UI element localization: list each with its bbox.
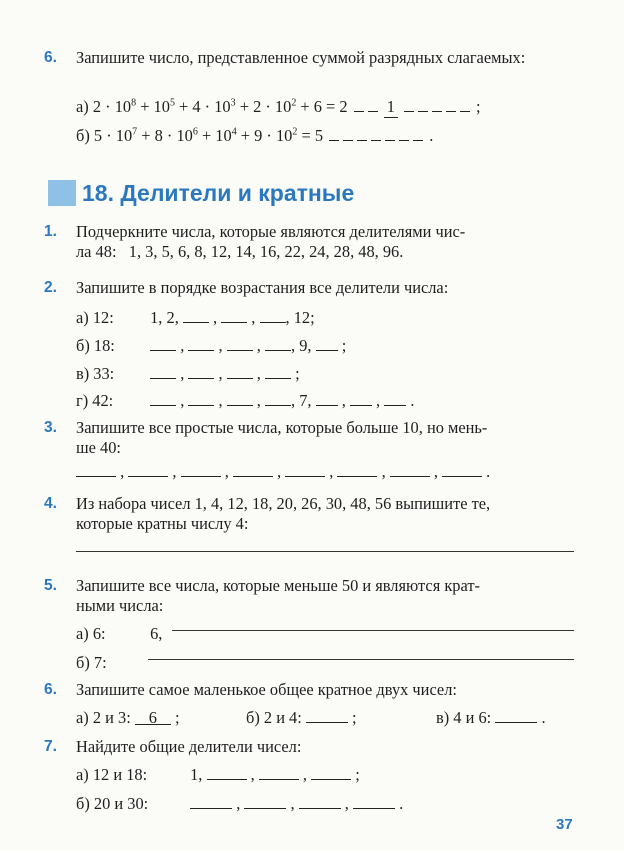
answer-blank[interactable] <box>299 794 341 809</box>
given-values: , 9, <box>291 336 312 355</box>
punctuation: . <box>399 794 404 813</box>
heading-bar-marker <box>48 180 76 206</box>
item-label: а) 12 и 18: <box>76 765 148 784</box>
answer-blank[interactable] <box>227 336 253 351</box>
item-label: б) 18: <box>76 336 115 355</box>
task-text-line: Подчеркните числа, которые являются делителями чис- <box>76 222 466 241</box>
punctuation: . <box>410 391 415 410</box>
answer-line[interactable] <box>172 630 574 631</box>
item-label: в) 33: <box>76 364 115 383</box>
task-number: 7. <box>44 738 57 755</box>
task-3 <box>44 418 576 458</box>
answer-blank[interactable] <box>188 391 214 406</box>
answer-blank[interactable] <box>260 308 286 323</box>
task-3-answers: , , , , , , , . <box>76 462 490 482</box>
given-values: , 7, <box>291 391 312 410</box>
task-number: 1. <box>44 223 57 240</box>
answer-blank[interactable] <box>285 462 325 477</box>
prev-task-6-b: б) $5 \cdot 10^7 + 8 \cdot 10^6 + 10^4 + 9 \cdot 10^2 = 5$ . <box>76 126 434 145</box>
task-5 <box>44 576 576 616</box>
task-text-line: Запишите все простые числа, которые больше 10, но мень- <box>76 418 488 437</box>
task-6-a <box>76 708 180 728</box>
task-5-b <box>76 653 107 673</box>
punctuation: ; <box>295 364 300 383</box>
section-heading <box>48 176 354 210</box>
item-label: б) 2 и 4: <box>246 708 302 727</box>
punctuation: ; <box>174 708 180 727</box>
task-7 <box>44 737 576 757</box>
section-title: 18. Делители и кратные <box>82 179 355 206</box>
answer-blank[interactable] <box>188 336 214 351</box>
answer-blank[interactable] <box>265 364 291 379</box>
given-values: 6, <box>150 624 163 643</box>
answer-blank[interactable] <box>350 391 372 406</box>
task-text-line: Из набора чисел 1, 4, 12, 18, 20, 26, 30, 48, 56 выпишите те, <box>76 494 491 513</box>
task-2-c: в) 33: , , , ; <box>76 364 300 383</box>
task-text: Найдите общие делители чисел: <box>76 737 302 756</box>
answer-blank[interactable] <box>181 462 221 477</box>
punctuation: ; <box>352 708 357 727</box>
answer-blank[interactable] <box>495 708 537 723</box>
answer-blank[interactable] <box>188 364 214 379</box>
answer-line[interactable] <box>148 659 574 660</box>
task-5-a <box>76 624 162 644</box>
task-2 <box>44 278 576 298</box>
task-text-line: ше 40: <box>76 438 121 457</box>
answer-blank[interactable] <box>183 308 209 323</box>
answer-digit[interactable]: 1 <box>384 97 398 118</box>
task-text-line: ла 48: 1, 3, 5, 6, 8, 12, 14, 16, 22, 24, 28, 48, 96. <box>76 242 404 261</box>
prev-task-6 <box>44 48 576 68</box>
task-2-b: б) 18: , , , , 9, ; <box>76 336 347 355</box>
punctuation: . <box>541 708 546 727</box>
page-number: 37 <box>556 816 573 833</box>
item-label: в) 4 и 6: <box>436 708 492 727</box>
answer-blank[interactable] <box>244 794 286 809</box>
answer-blank[interactable] <box>76 462 116 477</box>
task-number: 2. <box>44 279 57 296</box>
answer-line[interactable] <box>76 551 574 552</box>
given-values: 1, 2, <box>150 308 179 327</box>
task-1 <box>44 222 576 262</box>
item-label: а) 6: <box>76 624 106 643</box>
answer-blank[interactable] <box>316 391 338 406</box>
answer-blank[interactable] <box>150 336 176 351</box>
punctuation: ; <box>341 336 347 355</box>
prev-task-6-a: а) $2 \cdot 10^8 + 10^5 + 4 \cdot 10^3 + 2 \cdot 10^2 + 6 = 2$ 1 ; <box>76 97 481 116</box>
task-number: 4. <box>44 495 57 512</box>
task-text: Запишите самое маленькое общее кратное двух чисел: <box>76 680 457 699</box>
answer-blank[interactable] <box>207 765 247 780</box>
item-label: б) 7: <box>76 653 107 672</box>
expression: $2 \cdot 10^8 + 10^5 + 4 \cdot 10^3 + 2 \cdot 10^2 + 6 = 2$ <box>92 97 348 116</box>
item-label: а) <box>76 97 89 116</box>
given-values: 1, <box>190 765 203 784</box>
task-text-line: которые кратны числу 4: <box>76 514 249 533</box>
given-values: , 12; <box>285 308 315 327</box>
answer-blank[interactable] <box>316 336 338 351</box>
task-number: 5. <box>44 577 57 594</box>
task-text: Запишите число, представленное суммой разрядных слагаемых: <box>76 48 526 67</box>
task-number: 6. <box>44 49 57 66</box>
task-text: Запишите в порядке возрастания все делители числа: <box>76 278 449 297</box>
task-6-c <box>436 708 546 728</box>
answer-blank[interactable] <box>227 364 253 379</box>
answer-blank[interactable] <box>306 708 348 723</box>
item-label: б) <box>76 126 90 145</box>
answer-blank[interactable] <box>221 308 247 323</box>
task-number: 3. <box>44 419 57 436</box>
answer-blank[interactable] <box>227 391 253 406</box>
task-text-line: ными числа: <box>76 596 164 615</box>
item-label: г) 42: <box>76 391 114 410</box>
answer-blank[interactable] <box>150 391 176 406</box>
answer-blank[interactable] <box>259 765 299 780</box>
answer-blank[interactable] <box>353 794 395 809</box>
task-2-a: а) 12: 1, 2, , , , 12; <box>76 308 315 327</box>
expression: $5 \cdot 10^7 + 8 \cdot 10^6 + 10^4 + 9 \cdot 10^2 = 5$ <box>93 126 324 145</box>
answer-blank[interactable] <box>190 794 232 809</box>
task-6 <box>44 680 576 700</box>
task-4 <box>44 494 576 534</box>
answer-blank[interactable] <box>337 462 377 477</box>
answer-blank[interactable]: 6 <box>135 710 171 725</box>
answer-blank[interactable] <box>128 462 168 477</box>
task-7-b: б) 20 и 30: , , , . <box>76 794 404 813</box>
answer-blank[interactable] <box>384 391 406 406</box>
answer-blank[interactable] <box>390 462 430 477</box>
task-2-d: г) 42: , , , , 7, , , . <box>76 391 415 410</box>
answer-blank[interactable] <box>265 391 291 406</box>
item-label: а) 2 и 3: <box>76 708 131 727</box>
task-6-b <box>246 708 357 728</box>
punctuation: ; <box>355 765 360 784</box>
item-label: а) 12: <box>76 308 114 327</box>
answer-blank[interactable] <box>442 462 482 477</box>
item-label: б) 20 и 30: <box>76 794 149 813</box>
answer-blank[interactable] <box>311 765 351 780</box>
task-7-a: а) 12 и 18: 1, , , ; <box>76 765 360 784</box>
answer-blank[interactable] <box>265 336 291 351</box>
task-text-line: Запишите все числа, которые меньше 50 и являются крат- <box>76 576 480 595</box>
answer-blank[interactable] <box>233 462 273 477</box>
task-number: 6. <box>44 681 57 698</box>
answer-blank[interactable] <box>150 364 176 379</box>
